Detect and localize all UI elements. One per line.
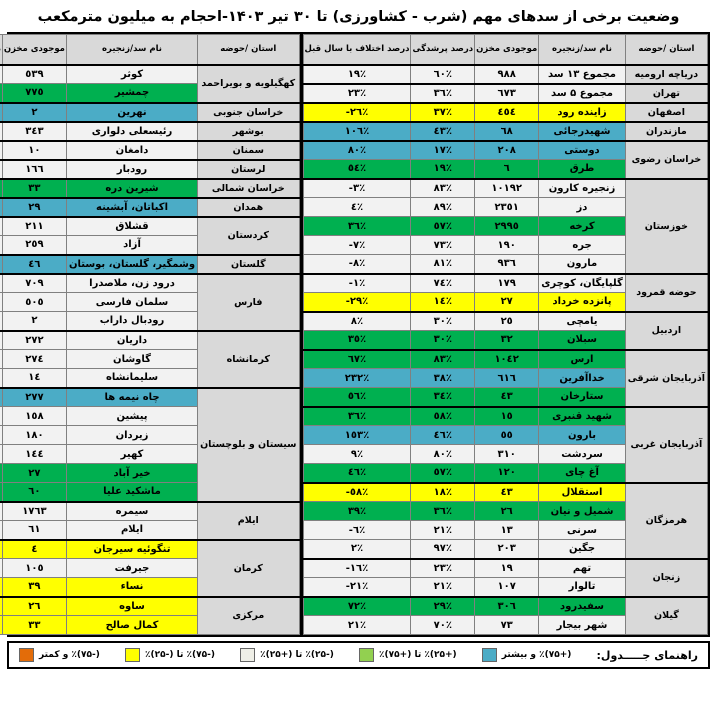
table-row [303,312,708,331]
volume-cell: ٢ [2,103,66,122]
fill-percent-cell [0,521,2,540]
volume-cell: ٢٦ [475,502,539,521]
fill-percent-cell [0,369,2,388]
volume-cell: ١٠٥ [2,559,66,578]
legend-swatch-blue-icon [482,648,497,662]
dam-name-cell: بارون [539,426,626,445]
province-cell: زنجان [625,559,707,597]
fill-percent-cell [0,426,2,445]
legend-item-green [359,648,457,662]
province-cell: فارس [198,274,299,331]
diff-percent-cell: -١٪ [303,274,411,293]
legend-swatch-yellow-icon [125,648,140,662]
volume-cell: ١٥٨ [2,407,66,426]
volume-cell: ١٠٧ [475,578,539,597]
volume-cell: ٥٠٥ [2,293,66,312]
dam-name-cell: سرنی [539,521,626,540]
diff-percent-cell: -٢٩٪ [303,293,411,312]
volume-cell: ٢٧ [2,464,66,483]
diff-percent-cell: ٥٦٪ [303,388,411,407]
legend-label: (+۲۵)٪ تا (+۷۵)٪ [379,650,457,660]
province-cell: ایلام [198,502,299,540]
fill-percent-cell: ١٧٪ [411,141,475,160]
legend-label: (-۷۵)٪ و کمتر [39,650,100,660]
fill-percent-cell: ٣٤٪ [411,388,475,407]
dam-name-cell: خیر آباد [66,464,197,483]
dam-name-cell: گاوشان [66,350,197,369]
diff-percent-cell: ١٩٪ [303,65,411,84]
dam-name-cell: سردشت [539,445,626,464]
fill-percent-cell: ٥٨٪ [411,407,475,426]
dam-name-cell: تنگوئیه سیرجان [66,540,197,559]
province-cell: سمنان [198,141,299,160]
dam-name-cell: ساوه [66,597,197,616]
fill-percent-cell [0,597,2,616]
volume-cell: ١٧٦٣ [2,502,66,521]
fill-percent-cell [0,274,2,293]
table-row [0,502,299,521]
volume-cell: ٢٧٧ [2,388,66,407]
volume-cell: ٢٠٨ [475,141,539,160]
table-row [0,540,299,559]
fill-percent-cell: ٣٠٪ [411,312,475,331]
province-cell: مازندران [625,122,707,141]
legend-swatch-white-icon [240,648,255,662]
volume-cell: ٣٢ [475,331,539,350]
fill-percent-cell [0,502,2,521]
volume-cell: ٣٩ [2,578,66,597]
legend-item-white [240,648,334,662]
legend-item-blue [482,648,572,662]
dam-name-cell: رودبار [66,160,197,179]
province-cell: بوشهر [198,122,299,141]
volume-cell: ٦١ [2,521,66,540]
table-row [0,597,299,616]
dam-name-cell: دز [539,198,626,217]
volume-cell: ٢٦ [2,597,66,616]
fill-percent-cell: ٢٣٪ [411,559,475,578]
province-cell: کرمان [198,540,299,597]
fill-percent-cell: ٨٠٪ [411,445,475,464]
dam-name-cell: رودبال داراب [66,312,197,331]
diff-percent-cell: ٣٦٪ [303,407,411,426]
fill-percent-cell: ٥٧٪ [411,464,475,483]
province-cell: آذربایجان غربی [625,407,707,483]
fill-percent-cell [0,540,2,559]
table-row [0,274,299,293]
legend-title: راهنمای جـــــدول: [596,648,698,662]
fill-percent-cell: ٧٠٪ [411,616,475,635]
fill-percent-cell [0,122,2,141]
diff-percent-cell: -٦٪ [303,521,411,540]
volume-cell: ٢٧ [475,293,539,312]
volume-cell: ١٢٠ [475,464,539,483]
diff-percent-cell: ٢٣٪ [303,84,411,103]
fill-percent-cell [0,160,2,179]
fill-percent-cell [0,179,2,198]
volume-cell: ١٥ [475,407,539,426]
table-row [303,559,708,578]
diff-percent-cell: ٨٪ [303,312,411,331]
volume-cell: ٢٧٤ [2,350,66,369]
province-cell: خوزستان [625,179,707,274]
dam-name-cell: ماشکید علیا [66,483,197,502]
volume-cell: ١٠ [2,141,66,160]
legend [7,641,710,669]
fill-percent-cell [0,331,2,350]
dam-name-cell: ستارخان [539,388,626,407]
dam-name-cell: سلیمانشاه [66,369,197,388]
dam-name-cell: ایلام [66,521,197,540]
dam-name-cell: استقلال [539,483,626,502]
dam-name-cell: جره [539,236,626,255]
fill-percent-cell [0,217,2,236]
volume-cell: ١٠١٩٢ [475,179,539,198]
table-row [0,160,299,179]
diff-percent-cell: -١٦٪ [303,559,411,578]
table-row [303,597,708,616]
column-header-volume: موجودی مخزن [2,35,66,65]
dam-name-cell: تهم [539,559,626,578]
table-row [303,350,708,369]
volume-cell: ٩٨٨ [475,65,539,84]
diff-percent-cell: ٤٦٪ [303,464,411,483]
province-cell: کردستان [198,217,299,255]
volume-cell: ٦١٦ [475,369,539,388]
fill-percent-cell: ٣٧٪ [411,103,475,122]
fill-percent-cell: ٣٦٪ [411,502,475,521]
dam-name-cell: دامغان [66,141,197,160]
diff-percent-cell: -٥٨٪ [303,483,411,502]
legend-label: (-۲۵)٪ تا (+۲۵)٪ [260,650,334,660]
dam-name-cell: درود زن، ملاصدرا [66,274,197,293]
dam-name-cell: شهید قنبری [539,407,626,426]
volume-cell: ١٤٤ [2,445,66,464]
volume-cell: ٢٣٥١ [475,198,539,217]
diff-percent-cell: ٥٤٪ [303,160,411,179]
volume-cell: ٢٩ [2,198,66,217]
province-cell: سیستان و بلوچستان [198,388,299,502]
dam-name-cell: دوستی [539,141,626,160]
table-row [0,122,299,141]
diff-percent-cell: ١٠٦٪ [303,122,411,141]
volume-cell: ٦٧٣ [475,84,539,103]
column-header-volume: موجودی مخزن [475,35,539,65]
dam-name-cell: کهیر [66,445,197,464]
fill-percent-cell: ٩٧٪ [411,540,475,559]
table-row [303,84,708,103]
province-cell: گلستان [198,255,299,274]
fill-percent-cell: ٤٣٪ [411,122,475,141]
fill-percent-cell [0,559,2,578]
fill-percent-cell [0,255,2,274]
fill-percent-cell [0,141,2,160]
diff-percent-cell: ٦٧٪ [303,350,411,369]
diff-percent-cell: ٢٪ [303,540,411,559]
fill-percent-cell: ٤٦٪ [411,426,475,445]
fill-percent-cell: ٢٩٪ [411,597,475,616]
fill-percent-cell: ٢١٪ [411,521,475,540]
dam-name-cell: طرق [539,160,626,179]
header-row [303,35,708,65]
volume-cell: ١٩ [475,559,539,578]
fill-percent-cell: ٨٣٪ [411,179,475,198]
dam-name-cell: جیرفت [66,559,197,578]
volume-cell: ٢٥٩ [2,236,66,255]
volume-cell: ٢٥ [475,312,539,331]
table-row [303,141,708,160]
table-row [303,483,708,502]
page-title: وضعیت برخی از سدهای مهم (شرب - کشاورزی) تا ۳۰ تیر ۱۴۰۳-احجام به میلیون مترمکعب [37,9,680,25]
table-row [303,122,708,141]
column-header-dam-name: نام سد/زنجیره [66,35,197,65]
dams-table-left [0,34,300,635]
dam-name-cell: پانزده خرداد [539,293,626,312]
fill-percent-cell [0,84,2,103]
legend-item-yellow [125,648,215,662]
dam-name-cell: شهیدرجائی [539,122,626,141]
volume-cell: ١٠٤٢ [475,350,539,369]
dam-name-cell: شیرین دره [66,179,197,198]
volume-cell: ٦٠ [2,483,66,502]
table-row [0,65,299,84]
table-row [303,274,708,293]
fill-percent-cell: ١٩٪ [411,160,475,179]
diff-percent-cell: ٢١٪ [303,616,411,635]
dam-name-cell: زاینده رود [539,103,626,122]
table-row [0,179,299,198]
dam-name-cell: قشلاق [66,217,197,236]
volume-cell: ٧٠٩ [2,274,66,293]
province-cell: لرستان [198,160,299,179]
table-row [0,255,299,274]
diff-percent-cell: ٩٪ [303,445,411,464]
volume-cell: ٢٧٢ [2,331,66,350]
province-cell: خراسان جنوبی [198,103,299,122]
table-row [0,331,299,350]
legend-swatch-orange-icon [19,648,34,662]
dam-name-cell: تالوار [539,578,626,597]
fill-percent-cell [0,578,2,597]
fill-percent-cell: ٨٣٪ [411,350,475,369]
dam-name-cell: گلپایگان، کوچری [539,274,626,293]
dam-name-cell: شهر بیجار [539,616,626,635]
province-cell: کرمانشاه [198,331,299,388]
province-cell: مرکزی [198,597,299,635]
fill-percent-cell [0,445,2,464]
diff-percent-cell: -٧٪ [303,236,411,255]
volume-cell: ٣١٠ [475,445,539,464]
dam-name-cell: کوثر [66,65,197,84]
fill-percent-cell: ٨٩٪ [411,198,475,217]
fill-percent-cell [0,407,2,426]
dam-name-cell: وشمگیر، گلستان، بوستان [66,255,197,274]
table-row [0,103,299,122]
province-cell: همدان [198,198,299,217]
volume-cell: ٣٤٣ [2,122,66,141]
dam-tables [3,32,710,637]
dam-name-cell: زنجیره کارون [539,179,626,198]
table-row [0,217,299,236]
diff-percent-cell: ٣٩٪ [303,502,411,521]
dam-name-cell: رئیسعلی دلواری [66,122,197,141]
fill-percent-cell [0,312,2,331]
volume-cell: ٥٣٩ [2,65,66,84]
fill-percent-cell [0,388,2,407]
column-header-diff-percent: درصد اختلاف با سال قبل [303,35,411,65]
dam-name-cell: سفیدرود [539,597,626,616]
table-row [0,141,299,160]
dam-name-cell: یامچی [539,312,626,331]
diff-percent-cell: ١٥٣٪ [303,426,411,445]
volume-cell: ١٩٠ [475,236,539,255]
table-row [0,198,299,217]
volume-cell: ٤٦ [2,255,66,274]
dam-name-cell: نهرین [66,103,197,122]
fill-percent-cell [0,236,2,255]
fill-percent-cell: ٥٧٪ [411,217,475,236]
volume-cell: ١٨٠ [2,426,66,445]
diff-percent-cell: -٢٦٪ [303,103,411,122]
column-header-fill-percent: درصد پرشدگی [411,35,475,65]
volume-cell: ٢٠٣ [475,540,539,559]
dam-name-cell: آغ چای [539,464,626,483]
diff-percent-cell: ٣٦٪ [303,217,411,236]
province-cell: اردبیل [625,312,707,350]
dam-name-cell: مارون [539,255,626,274]
dam-name-cell: آزاد [66,236,197,255]
province-cell: هرمزگان [625,483,707,559]
diff-percent-cell: ٧٢٪ [303,597,411,616]
dam-name-cell: اکباتان، آبشینه [66,198,197,217]
diff-percent-cell: -٨٪ [303,255,411,274]
fill-percent-cell: ٣٨٪ [411,369,475,388]
column-header-dam-name: نام سد/زنجیره [539,35,626,65]
province-cell: خراسان شمالی [198,179,299,198]
table-row [303,103,708,122]
volume-cell: ٢٩٩٥ [475,217,539,236]
dam-name-cell: چاه نیمه ها [66,388,197,407]
fill-percent-cell: ٧٣٪ [411,236,475,255]
fill-percent-cell [0,464,2,483]
volume-cell: ٩٣٦ [475,255,539,274]
column-header-province: استان /حوضه [198,35,299,65]
table-row [0,388,299,407]
province-cell: آذربایجان شرقی [625,350,707,407]
table-row [303,65,708,84]
legend-item-orange [19,648,100,662]
province-cell: کهگیلویه و بویراحمد [198,65,299,103]
dam-name-cell: سلمان فارسی [66,293,197,312]
volume-cell: ٤٣ [475,388,539,407]
volume-cell: ١٣ [475,521,539,540]
fill-percent-cell [0,293,2,312]
province-cell: دریاچه ارومیه [625,65,707,84]
volume-cell: ١٧٩ [475,274,539,293]
fill-percent-cell [0,103,2,122]
legend-label: (-۷۵)٪ تا (-۲۵)٪ [145,650,215,660]
volume-cell: ٦ [475,160,539,179]
volume-cell: ٤٣ [475,483,539,502]
fill-percent-cell: ٨١٪ [411,255,475,274]
fill-percent-cell: ٦٠٪ [411,65,475,84]
diff-percent-cell: ٤٪ [303,198,411,217]
volume-cell: ٢ [2,312,66,331]
dam-name-cell: ارس [539,350,626,369]
dam-name-cell: خداآفرین [539,369,626,388]
volume-cell: ٣٣ [2,179,66,198]
province-cell: گیلان [625,597,707,635]
table-row [303,179,708,198]
fill-percent-cell: ١٤٪ [411,293,475,312]
dam-name-cell: مجموع ۵ سد [539,84,626,103]
province-cell: اصفهان [625,103,707,122]
dam-name-cell: جگین [539,540,626,559]
fill-percent-cell: ٢١٪ [411,578,475,597]
volume-cell: ٣٠٦ [475,597,539,616]
dam-name-cell: کرخه [539,217,626,236]
volume-cell: ١٦٦ [2,160,66,179]
diff-percent-cell: ٣٥٪ [303,331,411,350]
dams-table-right [303,34,709,635]
fill-percent-cell [0,65,2,84]
diff-percent-cell: ٢٣٢٪ [303,369,411,388]
dam-name-cell: نساء [66,578,197,597]
fill-percent-cell [0,198,2,217]
fill-percent-cell: ١٨٪ [411,483,475,502]
volume-cell: ١٤ [2,369,66,388]
fill-percent-cell [0,350,2,369]
diff-percent-cell: ٨٠٪ [303,141,411,160]
dam-name-cell: زیردان [66,426,197,445]
dam-name-cell: مجموع ۱۳ سد [539,65,626,84]
dam-name-cell: چمشیر [66,84,197,103]
column-header-fill-percent [0,35,2,65]
volume-cell: ٥٥ [475,426,539,445]
volume-cell: ٣٣ [2,616,66,635]
diff-percent-cell: -٢١٪ [303,578,411,597]
fill-percent-cell: ٧٤٪ [411,274,475,293]
dam-name-cell: سبلان [539,331,626,350]
dam-name-cell: پیشین [66,407,197,426]
diff-percent-cell: -٣٪ [303,179,411,198]
fill-percent-cell: ٣٦٪ [411,84,475,103]
legend-swatch-green-icon [359,648,374,662]
volume-cell: ٤ [2,540,66,559]
volume-cell: ٤٥٤ [475,103,539,122]
province-cell: تهران [625,84,707,103]
fill-percent-cell: ٣٠٪ [411,331,475,350]
volume-cell: ٦٨ [475,122,539,141]
volume-cell: ٧٣ [475,616,539,635]
fill-percent-cell [0,483,2,502]
header-row [0,35,299,65]
dam-name-cell: داریان [66,331,197,350]
province-cell: خراسان رضوی [625,141,707,179]
dam-name-cell: سیمره [66,502,197,521]
legend-label: (+۷۵)٪ و بیشتر [501,650,572,660]
fill-percent-cell [0,616,2,635]
volume-cell: ٢١١ [2,217,66,236]
column-header-province: استان /حوضه [625,35,707,65]
dam-name-cell: کمال صالح [66,616,197,635]
province-cell: حوضه قمرود [625,274,707,312]
table-row [303,407,708,426]
dam-name-cell: شمیل و نیان [539,502,626,521]
volume-cell: ٧٧٥ [2,84,66,103]
